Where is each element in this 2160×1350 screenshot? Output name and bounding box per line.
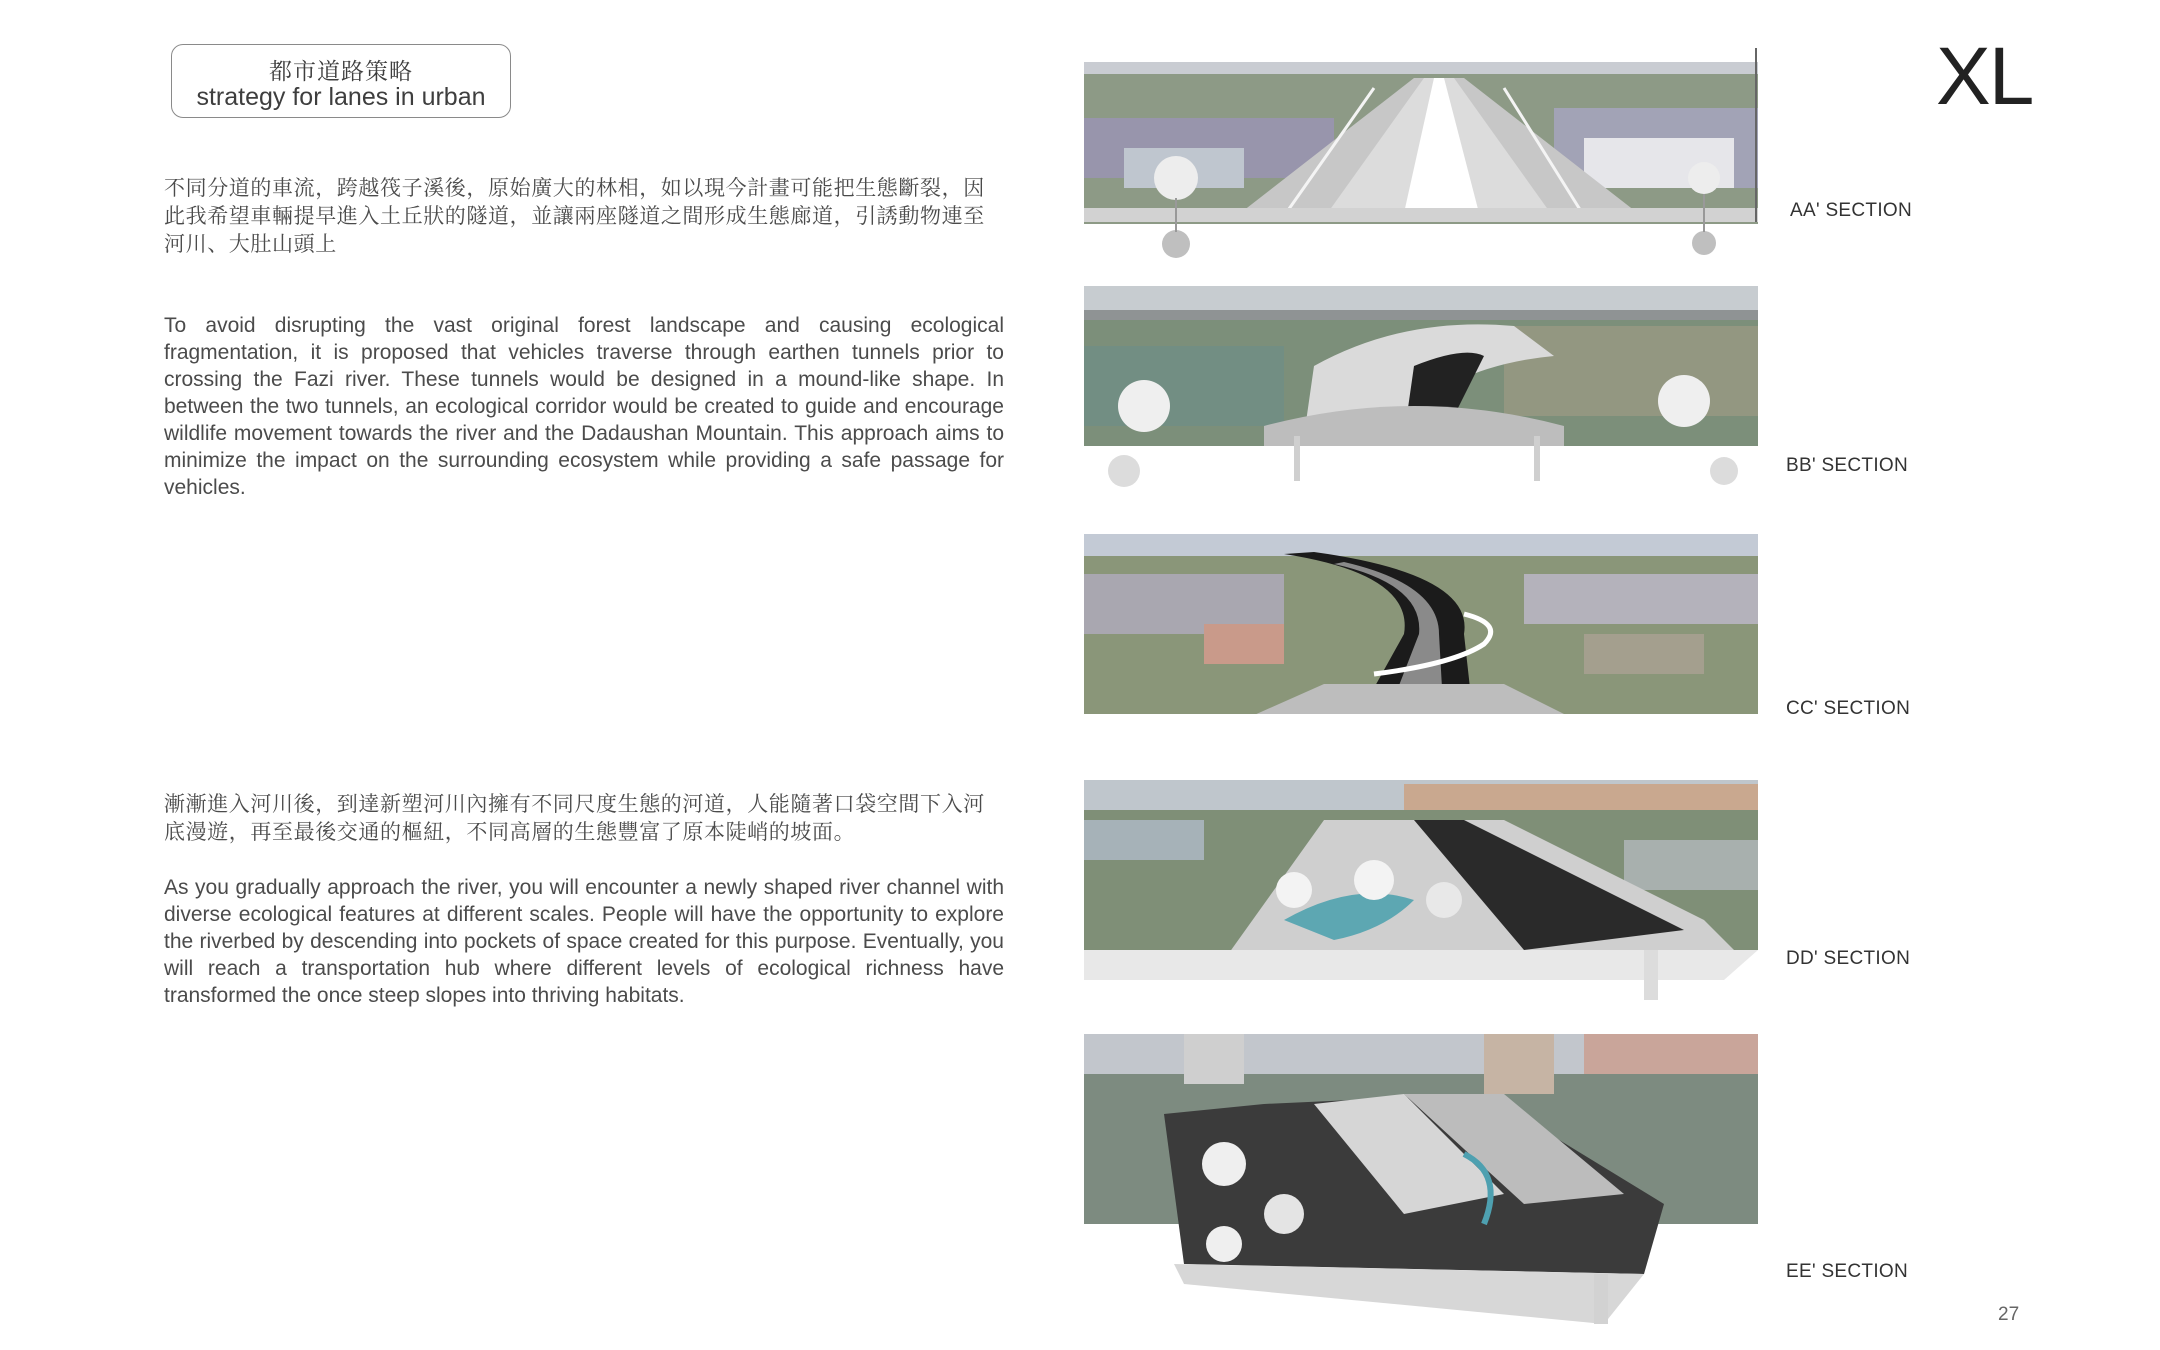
section-label-bb: BB' SECTION [1786, 455, 1909, 476]
section-label-dd: DD' SECTION [1786, 948, 1911, 969]
section-label-aa: AA' SECTION [1790, 200, 1913, 221]
section-bb-illustration [1084, 286, 1758, 508]
paragraph-2-chinese: 漸漸進入河川後，到達新塑河川內擁有不同尺度生態的河道，人能隨著口袋空間下入河底漫遊，再至最後交通的樞紐，不同高層的生態豐富了原本陡峭的坡面。 [164, 792, 985, 844]
paragraph-2-english: As you gradually approach the river, you will encounter a newly shaped river channel with diverse ecological features at different scales. People will have the opportunity to explore the riverbed by descending into pockets of space created for this purpose. Eventually, you will reach a transportation hub where different levels of ecological richness have transformed the once steep slopes into thriving habitats. [164, 876, 1004, 1007]
scale-label: XL [1936, 31, 2033, 122]
section-dd-illustration [1084, 780, 1758, 1004]
paragraph-1-chinese: 不同分道的車流，跨越筏子溪後，原始廣大的林相，如以現今計畫可能把生態斷裂，因此我希望車輛提早進入土丘狀的隧道，並讓兩座隧道之間形成生態廊道，引誘動物連至河川、大肚山頭上 [164, 176, 985, 256]
title-english: strategy for lanes in urban [196, 83, 486, 111]
section-cc-illustration [1084, 534, 1758, 746]
paragraph-1-english: To avoid disrupting the vast original forest landscape and causing ecological fragmentation, it is proposed that vehicles traverse through earthen tunnels prior to crossing the Fazi river. These tunnels would be designed in a mound-like shape. In between the two tunnels, an ecological corridor would be created to guide and encourage wildlife movement towards the river and the Dadaushan Mountain. This approach aims to minimize the impact on the surrounding ecosystem while providing a safe passage for vehicles. [164, 314, 1004, 499]
section-label-cc: CC' SECTION [1786, 698, 1911, 719]
title-box [171, 44, 511, 118]
section-aa-illustration [1084, 48, 1758, 270]
section-ee-illustration [1084, 1034, 1758, 1334]
page-number: 27 [1998, 1304, 2020, 1325]
section-label-ee: EE' SECTION [1786, 1261, 1909, 1282]
title-chinese: 都市道路策略 [269, 58, 413, 84]
